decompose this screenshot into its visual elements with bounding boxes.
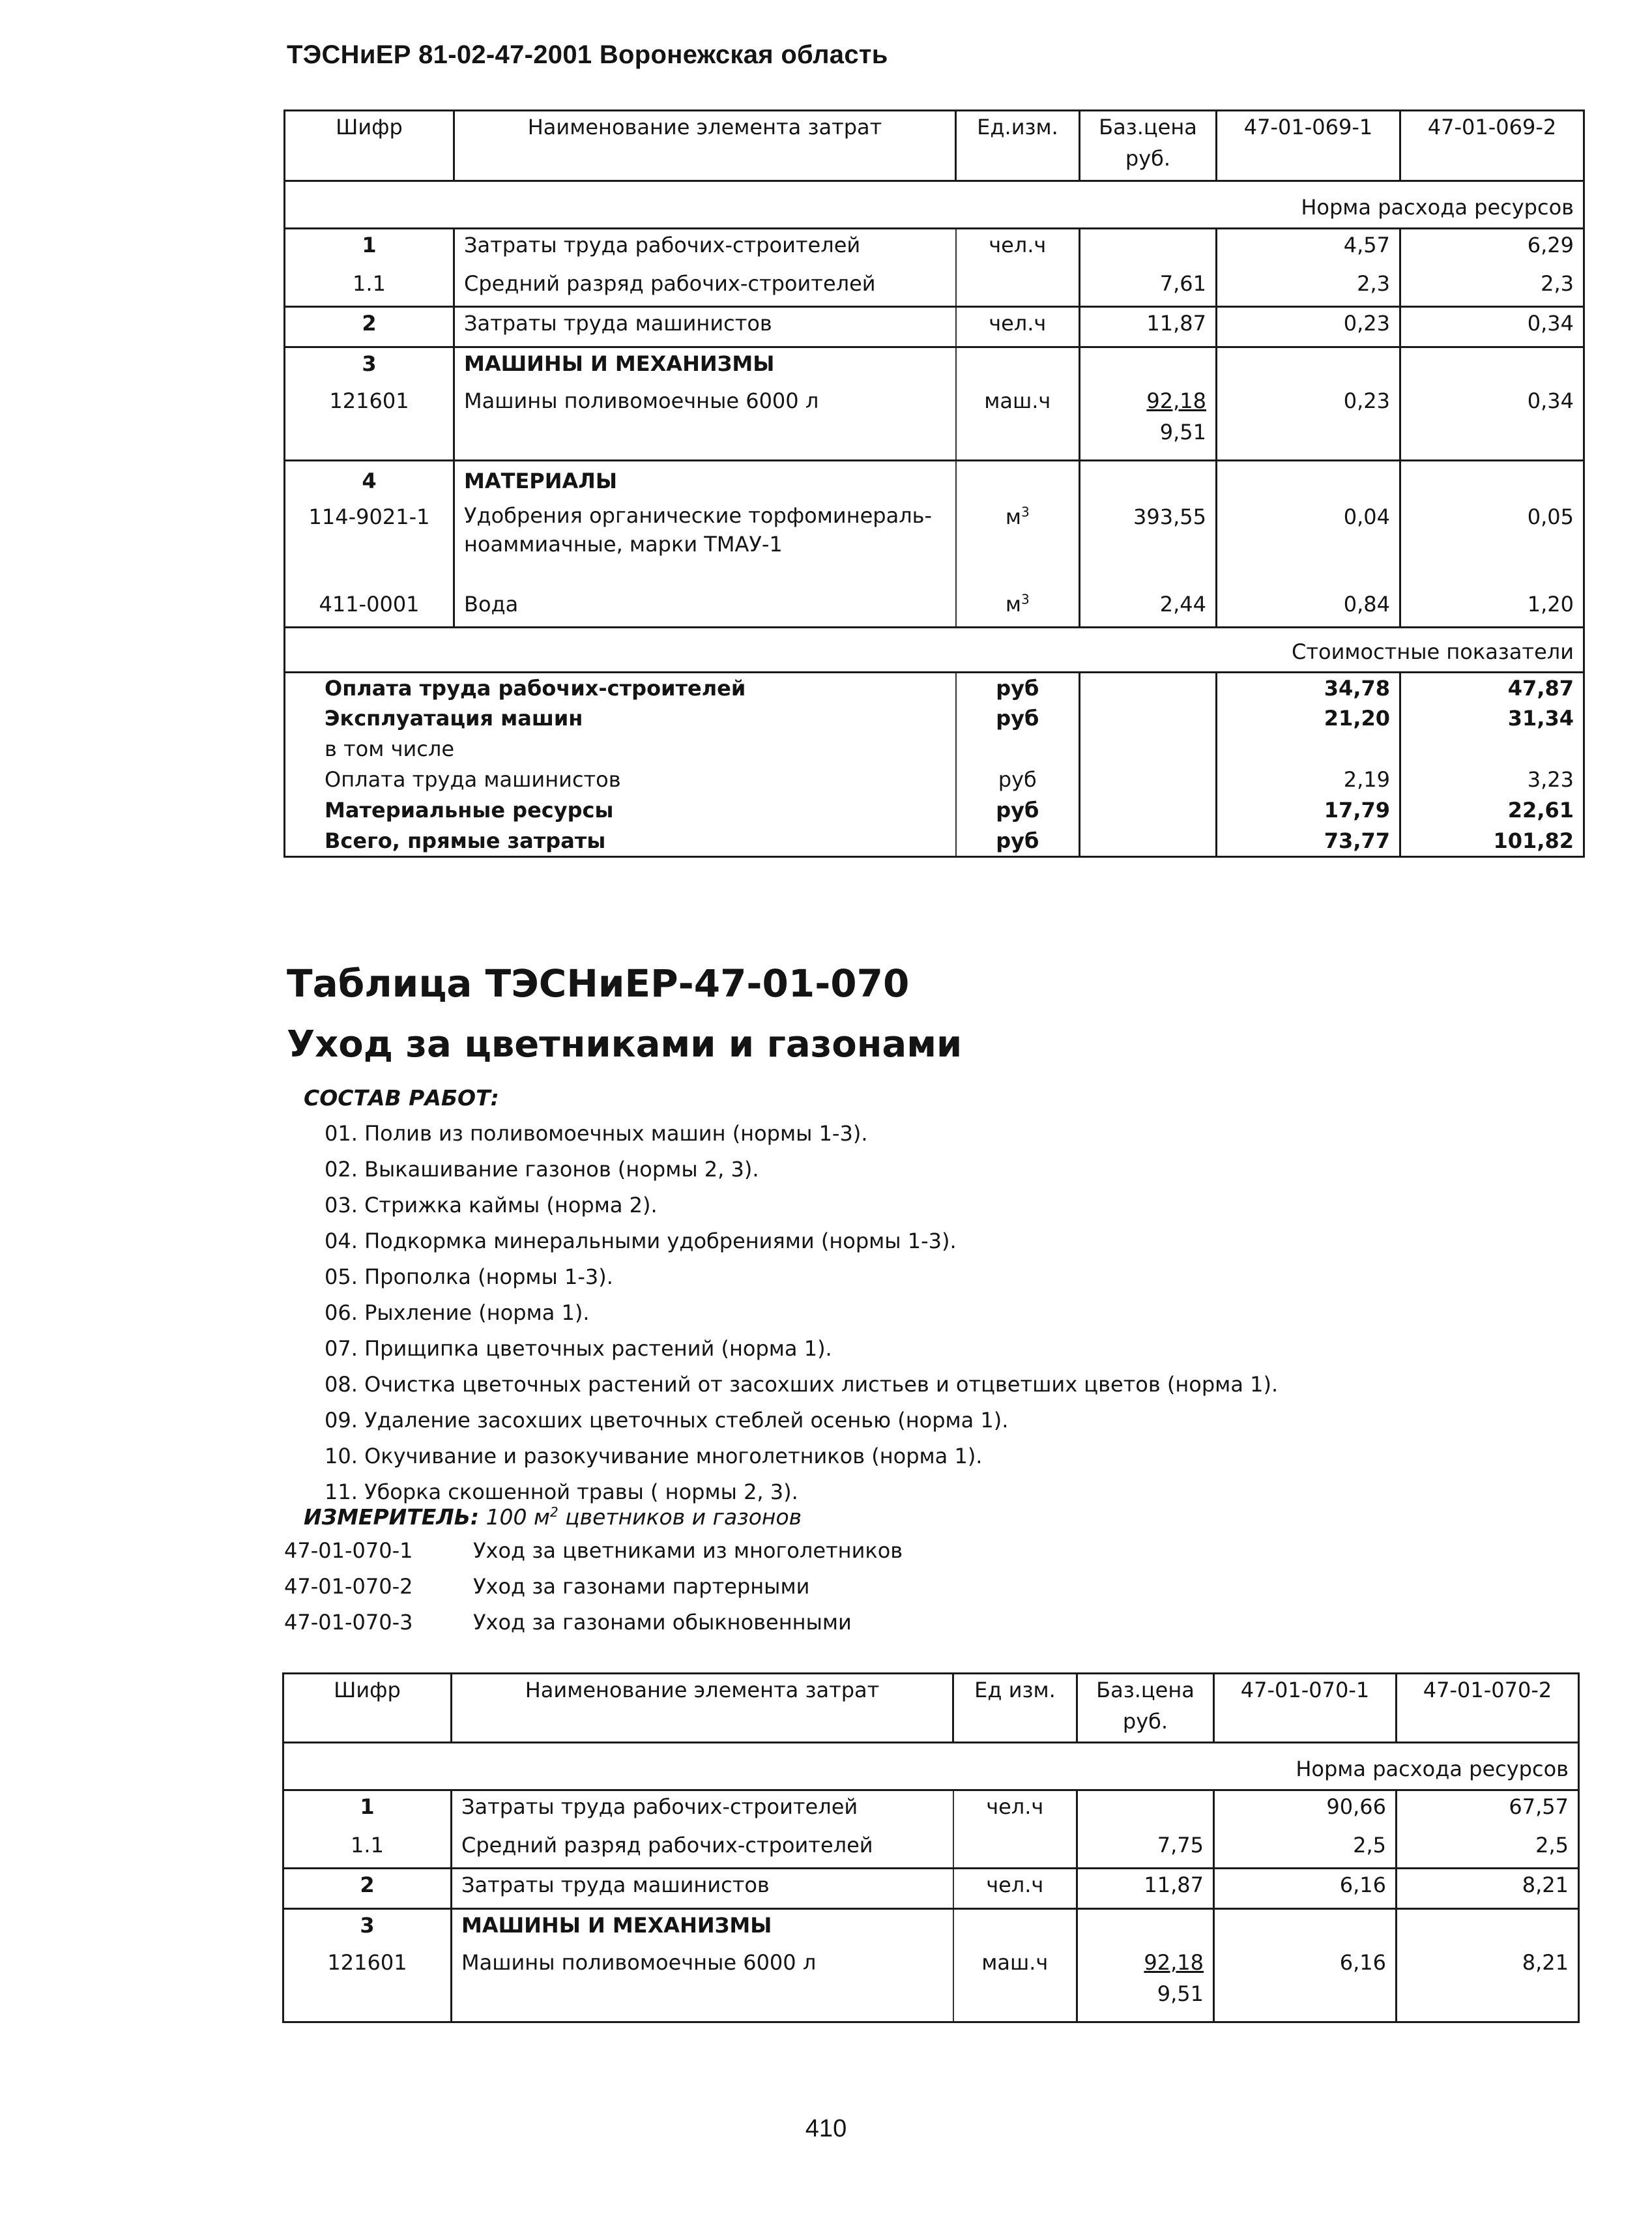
row-value-2: 8,21 <box>1397 1869 1579 1909</box>
cost-unit: руб <box>956 703 1080 734</box>
cost-name: Материальные ресурсы <box>285 795 956 826</box>
norm-code: 47-01-070-2 <box>284 1574 413 1599</box>
row-unit: маш.ч <box>956 385 1080 461</box>
row-value-2: 0,34 <box>1400 385 1584 461</box>
list-item <box>284 1569 903 1605</box>
col-header-name: Наименование элемента затрат <box>452 1674 953 1743</box>
row-name-line2: ноаммиачные, марки ТМАУ-1 <box>464 531 783 557</box>
norm-code: 47-01-070-3 <box>284 1610 413 1635</box>
document-header: ТЭСНиЕР 81-02-47-2001 Воронежская область <box>287 40 888 69</box>
col-header-price <box>1080 111 1217 181</box>
row-value-1: 90,66 <box>1214 1790 1397 1830</box>
cost-name: Оплата труда машинистов <box>285 765 956 795</box>
cost-unit: руб <box>956 795 1080 826</box>
norm-desc: Уход за цветниками из многолетников <box>473 1538 903 1563</box>
row-value-2: 2,5 <box>1397 1830 1579 1869</box>
row-price <box>1077 1790 1214 1830</box>
col-header-code: Шифр <box>285 111 454 181</box>
table-row <box>283 1947 1579 2022</box>
row-price <box>1080 385 1217 461</box>
row-unit: чел.ч <box>953 1869 1077 1909</box>
cost-value-2: 3,23 <box>1400 765 1584 795</box>
row-value-2: 0,05 <box>1400 501 1584 589</box>
list-item: 10. Окучивание и разокучивание многолетников (норма 1). <box>325 1444 983 1468</box>
list-item: 02. Выкашивание газонов (нормы 2, 3). <box>325 1157 759 1182</box>
row-code: 2 <box>285 307 454 347</box>
table-row <box>285 461 1584 501</box>
table-row <box>285 307 1584 347</box>
cost-value-2: 47,87 <box>1400 673 1584 704</box>
row-price-base: 92,18 <box>1144 1949 1204 1975</box>
measure-sup: 2 <box>549 1504 558 1520</box>
cost-row <box>285 703 1584 734</box>
list-item: 07. Прищипка цветочных растений (норма 1). <box>325 1336 832 1361</box>
row-price-base: 92,18 <box>1146 388 1206 413</box>
col-header-unit: Ед изм. <box>953 1674 1077 1743</box>
row-value-2: 6,29 <box>1400 229 1584 268</box>
cost-name: Эксплуатация машин <box>285 703 956 734</box>
cost-row <box>285 765 1584 795</box>
row-unit <box>956 268 1080 307</box>
list-item <box>284 1533 903 1569</box>
cost-unit: руб <box>956 673 1080 704</box>
row-price-sub: 9,51 <box>1157 1981 1204 2006</box>
col-header-price-line1: Баз.цена <box>1096 1678 1195 1702</box>
row-name: Затраты труда машинистов <box>452 1869 953 1909</box>
row-name: Затраты труда рабочих-строителей <box>452 1790 953 1830</box>
table-row <box>285 589 1584 628</box>
col-header-name: Наименование элемента затрат <box>454 111 956 181</box>
col-header-norm-2: 47-01-070-2 <box>1397 1674 1579 1743</box>
cost-name: Оплата труда рабочих-строителей <box>285 673 956 704</box>
cost-name: в том числе <box>285 734 956 765</box>
list-item: 11. Уборка скошенной травы ( нормы 2, 3). <box>325 1480 798 1504</box>
cost-value-2: 101,82 <box>1400 826 1584 857</box>
section-table-title: Таблица ТЭСНиЕР-47-01-070 <box>287 961 910 1006</box>
table-row <box>283 1869 1579 1909</box>
work-list <box>325 1116 1278 1510</box>
row-name: Затраты труда машинистов <box>454 307 956 347</box>
cost-value-1: 34,78 <box>1217 673 1400 704</box>
row-price: 2,44 <box>1080 589 1217 628</box>
resource-table-070 <box>282 1672 1580 2023</box>
row-value-2: 2,3 <box>1400 268 1584 307</box>
list-item <box>284 1605 903 1640</box>
row-value-1: 6,16 <box>1214 1869 1397 1909</box>
list-item: 05. Прополка (нормы 1-3). <box>325 1264 613 1289</box>
table-row <box>285 501 1584 589</box>
row-unit: чел.ч <box>953 1790 1077 1830</box>
cost-value-1: 73,77 <box>1217 826 1400 857</box>
row-code: 1.1 <box>283 1830 452 1869</box>
cost-row <box>285 795 1584 826</box>
row-code: 1 <box>285 229 454 268</box>
row-code: 2 <box>283 1869 452 1909</box>
row-unit <box>956 589 1080 628</box>
row-name: МАТЕРИАЛЫ <box>454 461 956 501</box>
list-item: 03. Стрижка каймы (норма 2). <box>325 1193 658 1217</box>
row-name: Машины поливомоечные 6000 л <box>452 1947 953 2022</box>
work-composition-label: СОСТАВ РАБОТ: <box>304 1085 499 1111</box>
row-value-1: 2,3 <box>1217 268 1400 307</box>
row-unit-sup: 3 <box>1021 590 1030 607</box>
col-header-price-line2: руб. <box>1125 146 1171 171</box>
row-price: 11,87 <box>1077 1869 1214 1909</box>
row-value-2: 0,34 <box>1400 307 1584 347</box>
measure-value: 100 м <box>485 1504 550 1530</box>
row-value-2: 8,21 <box>1397 1947 1579 2022</box>
resource-table-069 <box>283 109 1585 858</box>
norm-desc: Уход за газонами обыкновенными <box>473 1610 852 1635</box>
col-header-price-line2: руб. <box>1122 1709 1168 1734</box>
cost-value-1: 17,79 <box>1217 795 1400 826</box>
row-name <box>454 501 956 589</box>
col-header-norm-1: 47-01-069-1 <box>1217 111 1400 181</box>
row-unit: чел.ч <box>956 229 1080 268</box>
col-header-norm-2: 47-01-069-2 <box>1400 111 1584 181</box>
row-code: 3 <box>283 1909 452 1947</box>
page-number: 410 <box>805 2115 847 2142</box>
cost-row <box>285 826 1584 857</box>
cost-label: Стоимостные показатели <box>285 628 1584 673</box>
row-unit: чел.ч <box>956 307 1080 347</box>
row-value-1: 0,23 <box>1217 307 1400 347</box>
norm-code: 47-01-070-1 <box>284 1538 413 1563</box>
row-name: МАШИНЫ И МЕХАНИЗМЫ <box>454 347 956 385</box>
col-header-code: Шифр <box>283 1674 452 1743</box>
row-name: Вода <box>454 589 956 628</box>
norm-label: Норма расхода ресурсов <box>283 1743 1579 1790</box>
row-price: 11,87 <box>1080 307 1217 347</box>
row-unit: маш.ч <box>953 1947 1077 2022</box>
col-header-unit: Ед.изм. <box>956 111 1080 181</box>
row-price <box>1080 229 1217 268</box>
measure-rest: цветников и газонов <box>558 1504 802 1530</box>
row-price: 7,61 <box>1080 268 1217 307</box>
list-item: 06. Рыхление (норма 1). <box>325 1300 590 1325</box>
cost-value-2: 31,34 <box>1400 703 1584 734</box>
row-name: Средний разряд рабочих-строителей <box>452 1830 953 1869</box>
list-item: 01. Полив из поливомоечных машин (нормы 1-3). <box>325 1121 868 1146</box>
row-unit-sup: 3 <box>1021 503 1030 519</box>
cost-value-1: 21,20 <box>1217 703 1400 734</box>
cost-value-1: 2,19 <box>1217 765 1400 795</box>
row-price-sub: 9,51 <box>1159 419 1206 445</box>
row-code: 4 <box>285 461 454 501</box>
row-unit <box>956 501 1080 589</box>
cost-unit: руб <box>956 826 1080 857</box>
col-header-price <box>1077 1674 1214 1743</box>
col-header-norm-1: 47-01-070-1 <box>1214 1674 1397 1743</box>
list-item: 08. Очистка цветочных растений от засохших листьев и отцветших цветов (норма 1). <box>325 1372 1279 1397</box>
row-code: 1 <box>283 1790 452 1830</box>
row-code: 121601 <box>285 385 454 461</box>
row-code: 3 <box>285 347 454 385</box>
section-subtitle: Уход за цветниками и газонами <box>287 1023 963 1066</box>
row-value-1: 0,84 <box>1217 589 1400 628</box>
col-header-price-line1: Баз.цена <box>1099 115 1197 139</box>
table-row <box>283 1909 1579 1947</box>
row-price: 7,75 <box>1077 1830 1214 1869</box>
row-name: МАШИНЫ И МЕХАНИЗМЫ <box>452 1909 953 1947</box>
row-name: Машины поливомоечные 6000 л <box>454 385 956 461</box>
row-code: 1.1 <box>285 268 454 307</box>
row-unit <box>953 1830 1077 1869</box>
row-name: Средний разряд рабочих-строителей <box>454 268 956 307</box>
row-value-1: 4,57 <box>1217 229 1400 268</box>
table-row <box>285 268 1584 307</box>
row-code: 411-0001 <box>285 589 454 628</box>
table-row <box>283 1830 1579 1869</box>
norm-desc: Уход за газонами партерными <box>473 1574 810 1599</box>
norm-label: Норма расхода ресурсов <box>285 181 1584 229</box>
row-value-1: 2,5 <box>1214 1830 1397 1869</box>
cost-row <box>285 673 1584 704</box>
row-value-2: 67,57 <box>1397 1790 1579 1830</box>
row-price <box>1077 1947 1214 2022</box>
row-price: 393,55 <box>1080 501 1217 589</box>
row-code: 114-9021-1 <box>285 501 454 589</box>
row-value-1: 0,04 <box>1217 501 1400 589</box>
list-item: 09. Удаление засохших цветочных стеблей осенью (норма 1). <box>325 1408 1009 1433</box>
table-row <box>283 1790 1579 1830</box>
norm-code-list <box>284 1533 903 1640</box>
row-unit-text: м <box>1005 591 1021 617</box>
measure-label: ИЗМЕРИТЕЛЬ: <box>304 1504 480 1530</box>
table-row <box>285 229 1584 268</box>
measure-line <box>304 1504 802 1530</box>
row-name-line1: Удобрения органические торфоминераль- <box>464 503 933 528</box>
cost-unit: руб <box>956 765 1080 795</box>
list-item: 04. Подкормка минеральными удобрениями (нормы 1-3). <box>325 1229 957 1253</box>
row-value-1: 0,23 <box>1217 385 1400 461</box>
cost-row <box>285 734 1584 765</box>
row-unit-text: м <box>1005 504 1021 529</box>
table-row <box>285 385 1584 461</box>
row-name: Затраты труда рабочих-строителей <box>454 229 956 268</box>
cost-value-2: 22,61 <box>1400 795 1584 826</box>
table-row <box>285 347 1584 385</box>
row-value-1: 6,16 <box>1214 1947 1397 2022</box>
row-value-2: 1,20 <box>1400 589 1584 628</box>
row-code: 121601 <box>283 1947 452 2022</box>
cost-name: Всего, прямые затраты <box>285 826 956 857</box>
